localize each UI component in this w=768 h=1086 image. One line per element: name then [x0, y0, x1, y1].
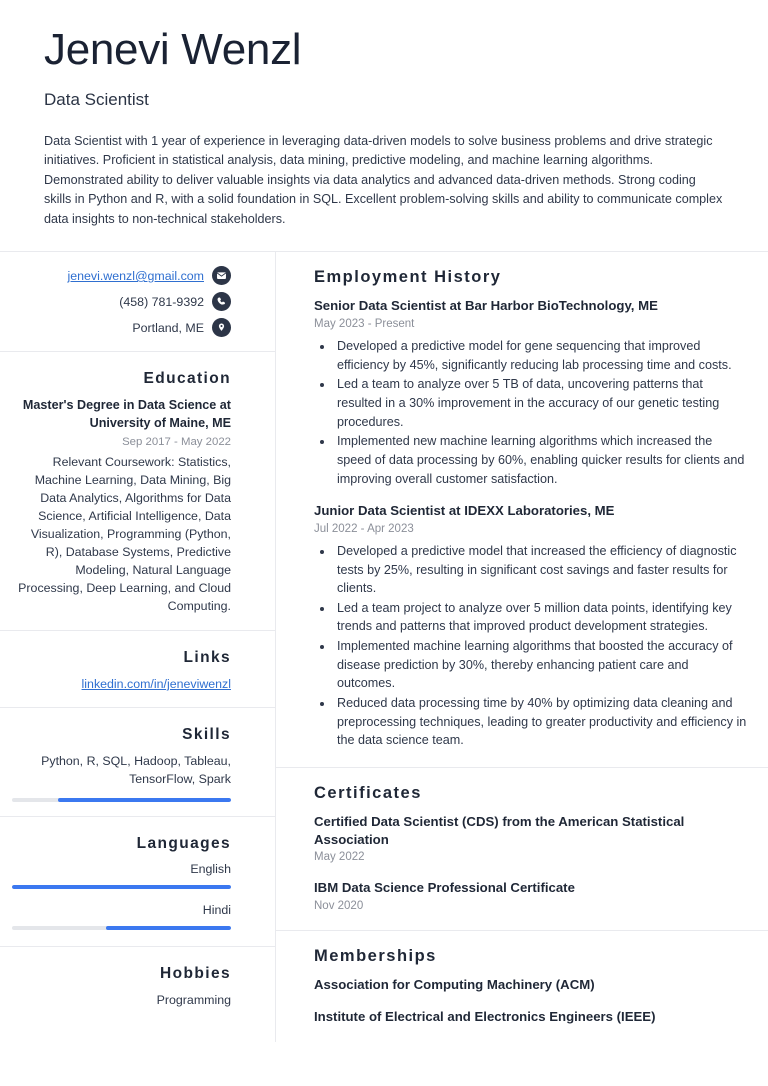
map-pin-icon	[212, 318, 231, 337]
employment-bullet: • Implemented new machine learning algorithms which increased the speed of data processing by 60%, enabling quicker results for clients and improving overall customer satisfaction.	[334, 432, 750, 488]
employment-bullets	[314, 337, 750, 488]
languages-heading: Languages	[136, 835, 231, 853]
hobbies-heading: Hobbies	[160, 965, 231, 983]
resume-header	[0, 0, 768, 229]
memberships-heading: Memberships	[314, 947, 437, 966]
education-heading: Education	[143, 370, 231, 388]
employment-date: Jul 2022 - Apr 2023	[314, 523, 414, 536]
certificate-title: Certified Data Scientist (CDS) from the American Statistical Association	[314, 813, 685, 847]
candidate-job-title: Data Scientist	[44, 89, 149, 109]
certificates-block	[276, 768, 768, 931]
languages-block	[0, 817, 275, 947]
education-description: Relevant Coursework: Statistics, Machine Learning, Data Mining, Big Data Analytics, Algorithms for Data Science, Artificial Intelligence, Data Visualization, Programming (Python, R), Database Systems, Predictive Modeling, Natural Language Processing, Deep Learning, and Cloud Computing.	[18, 455, 231, 613]
employment-title: Senior Data Scientist at Bar Harbor BioTechnology, ME	[314, 298, 658, 314]
education-degree: Master's Degree in Data Science at University of Maine, ME	[22, 398, 231, 430]
certificates-heading: Certificates	[314, 783, 422, 802]
links-heading: Links	[183, 648, 231, 666]
employment-block	[276, 252, 768, 767]
education-block	[0, 352, 275, 630]
link-item-linkedin[interactable]: linkedin.com/in/jeneviwenzl	[81, 676, 231, 691]
hobbies-text: Programming	[156, 993, 231, 1008]
language-level-fill	[106, 926, 231, 930]
language-name: English	[190, 862, 231, 877]
employment-bullets	[314, 542, 750, 750]
skills-heading: Skills	[182, 726, 231, 744]
language-level-fill	[12, 885, 231, 889]
employment-heading: Employment History	[314, 268, 502, 287]
professional-summary: Data Scientist with 1 year of experience in leveraging data-driven models to solve business problems and drive strategic initiatives. Proficient in statistical analysis, data mining, predictive modeling, and machine learning algorithms. Demonstrated ability to deliver valuable insights via data analytics and advanced data-driven methods. Strong coding skills in Python and R, with a solid foundation in SQL. Excellent problem-solving skills and ability to communicate complex data insights to non-technical stakeholders.	[44, 133, 723, 226]
phone-text[interactable]: (458) 781-9392	[119, 294, 204, 309]
links-block	[0, 631, 275, 708]
employment-bullet: • Developed a predictive model that increased the efficiency of diagnostic tests by 25%, resulting in significant cost savings and faster results for clients.	[334, 542, 750, 598]
membership-item: Institute of Electrical and Electronics Engineers (IEEE)	[314, 1008, 656, 1024]
skills-level-bar	[12, 798, 231, 802]
language-item-hindi	[12, 903, 231, 930]
certificate-title: IBM Data Science Professional Certificate	[314, 880, 575, 896]
contact-block	[0, 252, 275, 352]
location-text: Portland, ME	[132, 320, 204, 335]
membership-item: Association for Computing Machinery (ACM)	[314, 977, 595, 993]
hobbies-block	[0, 947, 275, 1024]
employment-bullet: • Developed a predictive model for gene sequencing that improved efficiency by 45%, significantly reducing lab processing time and costs.	[334, 337, 750, 374]
employment-bullet: • Reduced data processing time by 40% by optimizing data cleaning and preprocessing techniques, leading to greater productivity and efficiency in the data science team.	[334, 694, 750, 750]
contact-row-phone[interactable]	[12, 292, 231, 311]
skills-level-fill	[58, 798, 231, 802]
main-column	[276, 252, 768, 1041]
employment-bullet: • Implemented machine learning algorithms that boosted the accuracy of disease prediction by 30%, thereby enhancing patient care and outcomes.	[334, 637, 750, 693]
contact-row-location	[12, 318, 231, 337]
resume-body	[0, 251, 768, 1041]
language-name: Hindi	[202, 903, 231, 918]
education-date: Sep 2017 - May 2022	[122, 436, 231, 449]
language-level-bar	[12, 926, 231, 930]
certificate-date: May 2022	[314, 851, 365, 864]
employment-title: Junior Data Scientist at IDEXX Laboratories, ME	[314, 503, 615, 519]
skills-block	[0, 708, 275, 817]
certificate-entry	[314, 879, 750, 914]
phone-icon	[212, 292, 231, 311]
candidate-name: Jenevi Wenzl	[44, 25, 302, 74]
employment-bullet: • Led a team to analyze over 5 TB of data, uncovering patterns that resulted in a 30% improvement in the accuracy of our genetic testing procedures.	[334, 375, 750, 431]
contact-row-email[interactable]	[12, 266, 231, 285]
certificate-date: Nov 2020	[314, 900, 364, 913]
employment-date: May 2023 - Present	[314, 318, 415, 331]
certificate-entry	[314, 813, 750, 866]
memberships-block	[276, 931, 768, 1042]
language-item-english	[12, 862, 231, 889]
employment-entry	[314, 502, 750, 750]
employment-bullet: • Led a team project to analyze over 5 million data points, identifying key trends and patterns that improved product development strategies.	[334, 599, 750, 636]
sidebar	[0, 252, 276, 1041]
employment-entry	[314, 297, 750, 488]
email-text[interactable]: jenevi.wenzl@gmail.com	[67, 268, 204, 283]
skills-text: Python, R, SQL, Hadoop, Tableau, TensorFlow, Spark	[41, 754, 231, 787]
language-level-bar	[12, 885, 231, 889]
envelope-icon	[212, 266, 231, 285]
